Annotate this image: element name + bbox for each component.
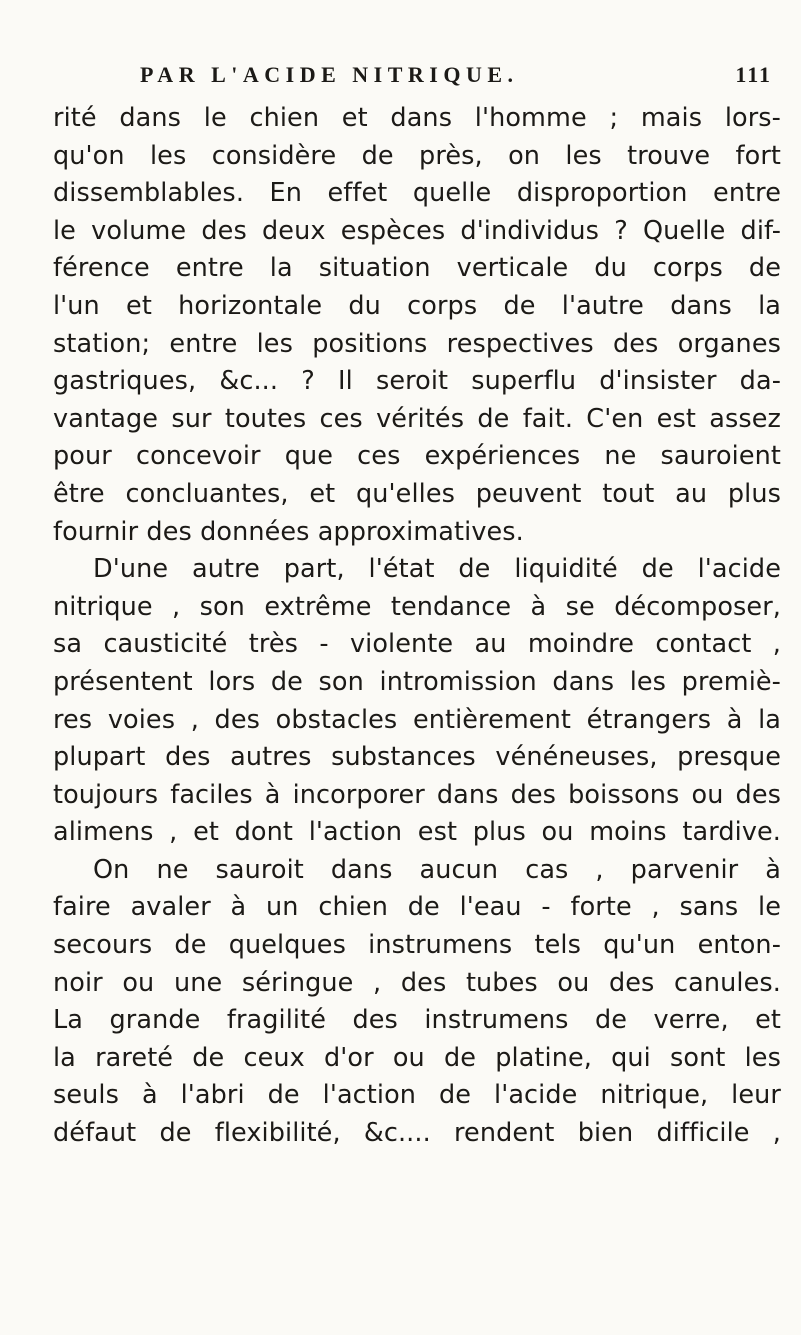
text-line: noir ou une séringue , des tubes ou des canules. [53,967,781,998]
text-line: sa causticité très - violente au moindre contact , [53,629,781,660]
text-line: la rareté de ceux d'or ou de platine, qui sont les [53,1042,781,1073]
text-line: plupart des autres substances vénéneuses, presque [53,742,781,773]
page-number: 111 [735,62,772,87]
text-line: défaut de flexibilité, &c.... rendent bien difficile , [53,1118,781,1149]
text-line: vantage sur toutes ces vérités de fait. C'en est assez [53,403,781,434]
text-line: La grande fragilité des instrumens de verre, et [53,1005,781,1036]
running-head: PAR L'ACIDE NITRIQUE. [140,62,519,87]
text-line: alimens , et dont l'action est plus ou moins tardive. [53,817,781,848]
text-line: secours de quelques instrumens tels qu'un enton- [53,930,781,961]
text-line: gastriques, &c... ? Il seroit superflu d'insister da- [53,366,781,397]
text-line: D'une autre part, l'état de liquidité de l'acide [93,554,781,585]
text-line: On ne sauroit dans aucun cas , parvenir à [93,854,781,885]
text-line: faire avaler à un chien de l'eau - forte , sans le [53,892,781,923]
text-line: rité dans le chien et dans l'homme ; mais lors- [53,103,781,133]
text-line: res voies , des obstacles entièrement étrangers à la [53,704,781,735]
text-line: seuls à l'abri de l'action de l'acide nitrique, leur [53,1080,781,1111]
text-line: férence entre la situation verticale du corps de [53,253,781,284]
text-line: pour concevoir que ces expériences ne sauroient [53,441,781,472]
text-line: l'un et horizontale du corps de l'autre dans la [53,290,781,321]
text-line: être concluantes, et qu'elles peuvent tout au plus [53,478,781,509]
text-line: fournir des données approximatives. [53,516,524,547]
text-line: station; entre les positions respectives des organes [53,328,781,359]
text-line: dissemblables. En effet quelle disproportion entre [53,178,781,209]
page-header [60,62,776,92]
text-line: toujours faciles à incorporer dans des boissons ou des [53,779,781,810]
body-text [53,100,781,1153]
text-line: présentent lors de son intromission dans les premiè- [53,666,781,697]
text-line: qu'on les considère de près, on les trouve fort [53,140,781,171]
text-line: le volume des deux espèces d'individus ? Quelle dif- [53,215,781,246]
text-line: nitrique , son extrême tendance à se décomposer, [53,591,781,622]
